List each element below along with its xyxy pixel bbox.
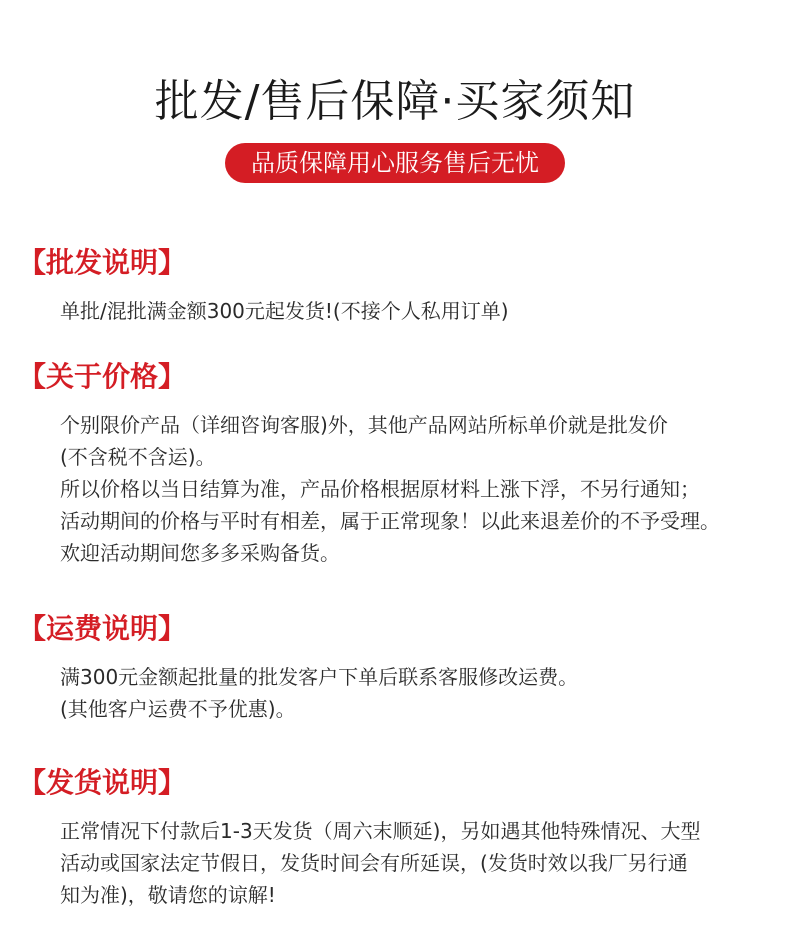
section-body-shipping-fee [60, 661, 785, 725]
section-body-wholesale [60, 295, 785, 327]
text-line: 个别限价产品（详细咨询客服)外，其他产品网站所标单价就是批发价 [60, 413, 668, 437]
text-line: 单批/混批满金额300元起发货!(不接个人私用订单) [60, 299, 509, 323]
section-title-price: 【关于价格】 [18, 360, 187, 393]
page-title: 批发/售后保障·买家须知 [154, 76, 636, 127]
section-title-wholesale: 【批发说明】 [18, 246, 187, 279]
text-line: 知为准)，敬请您的谅解! [60, 883, 276, 907]
text-line: (其他客户运费不予优惠)。 [60, 697, 296, 721]
text-line: 活动期间的价格与平时有相差，属于正常现象！以此来退差价的不予受理。 [60, 509, 720, 533]
text-line: (不含税不含运)。 [60, 445, 216, 469]
text-line: 正常情况下付款后1-3天发货（周六末顺延)，另如遇其他特殊情况、大型 [60, 819, 701, 843]
section-title-shipping-fee: 【运费说明】 [18, 612, 187, 645]
section-body-price [60, 409, 785, 569]
section-body-delivery [60, 815, 785, 911]
text-line: 活动或国家法定节假日，发货时间会有所延误，(发货时效以我厂另行通 [60, 851, 688, 875]
slogan-badge: 品质保障用心服务售后无忧 [225, 143, 565, 183]
section-title-delivery: 【发货说明】 [18, 766, 187, 799]
text-line: 满300元金额起批量的批发客户下单后联系客服修改运费。 [60, 665, 579, 689]
text-line: 欢迎活动期间您多多采购备货。 [60, 541, 340, 565]
text-line: 所以价格以当日结算为准，产品价格根据原材料上涨下浮，不另行通知； [60, 477, 700, 501]
